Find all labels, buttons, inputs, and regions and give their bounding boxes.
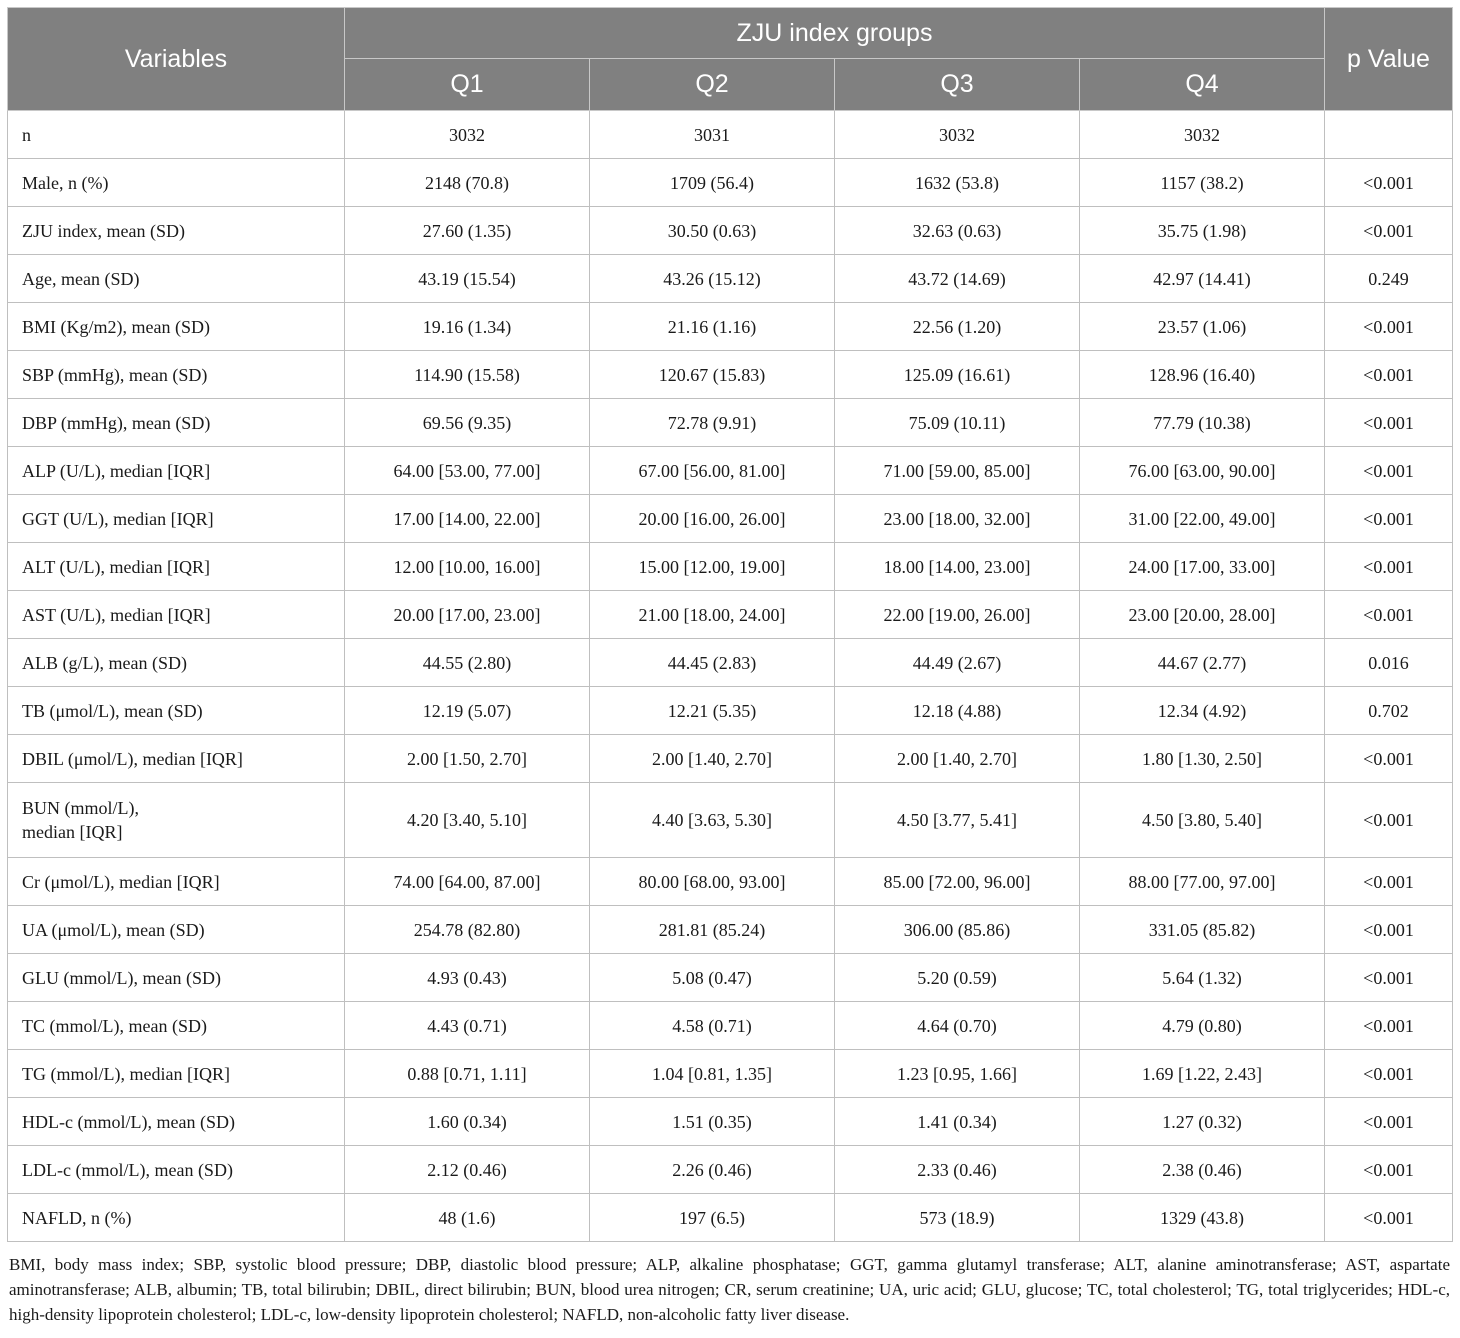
cell-q1: 254.78 (82.80) bbox=[345, 906, 590, 954]
table-body bbox=[8, 111, 1453, 1242]
cell-q4: 31.00 [22.00, 49.00] bbox=[1080, 495, 1325, 543]
cell-p-value bbox=[1325, 111, 1453, 159]
cell-q3: 44.49 (2.67) bbox=[835, 639, 1080, 687]
cell-q1: 64.00 [53.00, 77.00] bbox=[345, 447, 590, 495]
cell-q4: 35.75 (1.98) bbox=[1080, 207, 1325, 255]
cell-q1: 114.90 (15.58) bbox=[345, 351, 590, 399]
cell-q1: 69.56 (9.35) bbox=[345, 399, 590, 447]
cell-q2: 281.81 (85.24) bbox=[590, 906, 835, 954]
row-label-text: ALT (U/L), median [IQR] bbox=[22, 556, 210, 577]
cell-p-value: <0.001 bbox=[1325, 207, 1453, 255]
row-label-text: n bbox=[22, 124, 31, 145]
cell-q4: 4.79 (0.80) bbox=[1080, 1002, 1325, 1050]
row-label bbox=[8, 447, 345, 495]
row-label-text: Age, mean (SD) bbox=[22, 268, 140, 289]
header-group-title: ZJU index groups bbox=[345, 8, 1325, 59]
cell-q2: 67.00 [56.00, 81.00] bbox=[590, 447, 835, 495]
cell-q1: 27.60 (1.35) bbox=[345, 207, 590, 255]
table-row bbox=[8, 303, 1453, 351]
row-label-text: DBP (mmHg), mean (SD) bbox=[22, 412, 211, 433]
row-label bbox=[8, 255, 345, 303]
header-q3: Q3 bbox=[835, 59, 1080, 111]
table-row bbox=[8, 591, 1453, 639]
row-label-text: HDL-c (mmol/L), mean (SD) bbox=[22, 1111, 235, 1132]
cell-q2: 2.26 (0.46) bbox=[590, 1146, 835, 1194]
table-row bbox=[8, 255, 1453, 303]
row-label-text: NAFLD, n (%) bbox=[22, 1207, 132, 1228]
cell-q3: 12.18 (4.88) bbox=[835, 687, 1080, 735]
row-label bbox=[8, 303, 345, 351]
table-row bbox=[8, 1098, 1453, 1146]
cell-p-value: <0.001 bbox=[1325, 783, 1453, 858]
row-label bbox=[8, 111, 345, 159]
cell-p-value: <0.001 bbox=[1325, 906, 1453, 954]
cell-q1: 3032 bbox=[345, 111, 590, 159]
table-row bbox=[8, 1002, 1453, 1050]
table-container bbox=[7, 7, 1452, 1327]
cell-q3: 85.00 [72.00, 96.00] bbox=[835, 858, 1080, 906]
cell-q3: 5.20 (0.59) bbox=[835, 954, 1080, 1002]
table-header bbox=[8, 8, 1453, 111]
cell-q4: 12.34 (4.92) bbox=[1080, 687, 1325, 735]
cell-q1: 0.88 [0.71, 1.11] bbox=[345, 1050, 590, 1098]
cell-q4: 1.27 (0.32) bbox=[1080, 1098, 1325, 1146]
cell-q2: 72.78 (9.91) bbox=[590, 399, 835, 447]
row-label bbox=[8, 1050, 345, 1098]
cell-q1: 12.00 [10.00, 16.00] bbox=[345, 543, 590, 591]
cell-q2: 20.00 [16.00, 26.00] bbox=[590, 495, 835, 543]
table-row bbox=[8, 159, 1453, 207]
cell-q1: 19.16 (1.34) bbox=[345, 303, 590, 351]
cell-q1: 12.19 (5.07) bbox=[345, 687, 590, 735]
cell-q3: 2.33 (0.46) bbox=[835, 1146, 1080, 1194]
cell-q1: 17.00 [14.00, 22.00] bbox=[345, 495, 590, 543]
cell-q3: 1.23 [0.95, 1.66] bbox=[835, 1050, 1080, 1098]
cell-p-value: <0.001 bbox=[1325, 1146, 1453, 1194]
row-label bbox=[8, 1002, 345, 1050]
header-p-value: p Value bbox=[1325, 8, 1453, 111]
cell-q1: 2148 (70.8) bbox=[345, 159, 590, 207]
cell-q1: 2.12 (0.46) bbox=[345, 1146, 590, 1194]
cell-q3: 18.00 [14.00, 23.00] bbox=[835, 543, 1080, 591]
cell-q4: 331.05 (85.82) bbox=[1080, 906, 1325, 954]
table-row bbox=[8, 543, 1453, 591]
cell-p-value: <0.001 bbox=[1325, 858, 1453, 906]
cell-q2: 5.08 (0.47) bbox=[590, 954, 835, 1002]
cell-q4: 42.97 (14.41) bbox=[1080, 255, 1325, 303]
row-label bbox=[8, 351, 345, 399]
table-footnote: BMI, body mass index; SBP, systolic blood pressure; DBP, diastolic blood pressure; ALP, alkaline phosphatase; GGT, gamma glutamyl transferase; ALT, alanine aminotransferase; AST, aspartate aminotransferase; ALB, albumin; TB, total bilirubin; DBIL, direct bilirubin; BUN, blood urea nitrogen; CR, serum creatinine; UA, uric acid; GLU, glucose; TC, total cholesterol; TG, total triglycerides; HDL-c, high-density lipoprotein cholesterol; LDL-c, low-density lipoprotein cholesterol; NAFLD, non-alcoholic fatty liver disease. bbox=[9, 1255, 1450, 1324]
row-label bbox=[8, 1098, 345, 1146]
cell-q4: 44.67 (2.77) bbox=[1080, 639, 1325, 687]
cell-q4: 1.80 [1.30, 2.50] bbox=[1080, 735, 1325, 783]
header-q2: Q2 bbox=[590, 59, 835, 111]
row-label bbox=[8, 858, 345, 906]
cell-q4: 128.96 (16.40) bbox=[1080, 351, 1325, 399]
row-label bbox=[8, 687, 345, 735]
row-label bbox=[8, 399, 345, 447]
row-label-text: ZJU index, mean (SD) bbox=[22, 220, 185, 241]
cell-q3: 4.64 (0.70) bbox=[835, 1002, 1080, 1050]
cell-p-value: <0.001 bbox=[1325, 1002, 1453, 1050]
table-row bbox=[8, 639, 1453, 687]
cell-q2: 4.40 [3.63, 5.30] bbox=[590, 783, 835, 858]
row-label-text: BMI (Kg/m2), mean (SD) bbox=[22, 316, 210, 337]
cell-q4: 1.69 [1.22, 2.43] bbox=[1080, 1050, 1325, 1098]
cell-q1: 4.93 (0.43) bbox=[345, 954, 590, 1002]
cell-p-value: <0.001 bbox=[1325, 351, 1453, 399]
row-label-text: LDL-c (mmol/L), mean (SD) bbox=[22, 1159, 233, 1180]
cell-p-value: <0.001 bbox=[1325, 159, 1453, 207]
row-label bbox=[8, 159, 345, 207]
row-label bbox=[8, 1194, 345, 1242]
cell-q3: 306.00 (85.86) bbox=[835, 906, 1080, 954]
row-label bbox=[8, 639, 345, 687]
cell-p-value: <0.001 bbox=[1325, 495, 1453, 543]
header-q4: Q4 bbox=[1080, 59, 1325, 111]
cell-q1: 1.60 (0.34) bbox=[345, 1098, 590, 1146]
cell-q2: 15.00 [12.00, 19.00] bbox=[590, 543, 835, 591]
row-label bbox=[8, 954, 345, 1002]
row-label bbox=[8, 495, 345, 543]
row-label bbox=[8, 906, 345, 954]
cell-q2: 80.00 [68.00, 93.00] bbox=[590, 858, 835, 906]
cell-q1: 4.43 (0.71) bbox=[345, 1002, 590, 1050]
baseline-characteristics-table bbox=[7, 7, 1453, 1242]
row-label-text: AST (U/L), median [IQR] bbox=[22, 604, 211, 625]
cell-q2: 21.00 [18.00, 24.00] bbox=[590, 591, 835, 639]
cell-q2: 12.21 (5.35) bbox=[590, 687, 835, 735]
cell-q3: 4.50 [3.77, 5.41] bbox=[835, 783, 1080, 858]
header-variables: Variables bbox=[8, 8, 345, 111]
cell-q1: 2.00 [1.50, 2.70] bbox=[345, 735, 590, 783]
cell-q2: 43.26 (15.12) bbox=[590, 255, 835, 303]
table-row bbox=[8, 111, 1453, 159]
table-row bbox=[8, 858, 1453, 906]
table-row bbox=[8, 207, 1453, 255]
cell-q2: 1.04 [0.81, 1.35] bbox=[590, 1050, 835, 1098]
row-label bbox=[8, 591, 345, 639]
cell-q1: 20.00 [17.00, 23.00] bbox=[345, 591, 590, 639]
cell-q2: 197 (6.5) bbox=[590, 1194, 835, 1242]
cell-q2: 4.58 (0.71) bbox=[590, 1002, 835, 1050]
row-label-text: ALB (g/L), mean (SD) bbox=[22, 652, 187, 673]
cell-p-value: <0.001 bbox=[1325, 591, 1453, 639]
cell-q3: 22.00 [19.00, 26.00] bbox=[835, 591, 1080, 639]
table-row bbox=[8, 495, 1453, 543]
cell-q2: 44.45 (2.83) bbox=[590, 639, 835, 687]
cell-q4: 3032 bbox=[1080, 111, 1325, 159]
cell-q4: 4.50 [3.80, 5.40] bbox=[1080, 783, 1325, 858]
row-label-text: Male, n (%) bbox=[22, 172, 109, 193]
cell-p-value: 0.249 bbox=[1325, 255, 1453, 303]
cell-q1: 43.19 (15.54) bbox=[345, 255, 590, 303]
cell-q2: 21.16 (1.16) bbox=[590, 303, 835, 351]
cell-q4: 88.00 [77.00, 97.00] bbox=[1080, 858, 1325, 906]
cell-q4: 23.00 [20.00, 28.00] bbox=[1080, 591, 1325, 639]
cell-q3: 1632 (53.8) bbox=[835, 159, 1080, 207]
cell-q2: 30.50 (0.63) bbox=[590, 207, 835, 255]
row-label bbox=[8, 207, 345, 255]
row-label-text: TB (μmol/L), mean (SD) bbox=[22, 700, 203, 721]
cell-q3: 2.00 [1.40, 2.70] bbox=[835, 735, 1080, 783]
cell-q1: 74.00 [64.00, 87.00] bbox=[345, 858, 590, 906]
cell-q2: 1709 (56.4) bbox=[590, 159, 835, 207]
cell-q4: 23.57 (1.06) bbox=[1080, 303, 1325, 351]
cell-q4: 1157 (38.2) bbox=[1080, 159, 1325, 207]
cell-q4: 1329 (43.8) bbox=[1080, 1194, 1325, 1242]
table-row bbox=[8, 447, 1453, 495]
cell-q3: 1.41 (0.34) bbox=[835, 1098, 1080, 1146]
row-label bbox=[8, 543, 345, 591]
row-label-text: TG (mmol/L), median [IQR] bbox=[22, 1063, 230, 1084]
table-row bbox=[8, 1050, 1453, 1098]
cell-p-value: <0.001 bbox=[1325, 1050, 1453, 1098]
table-row bbox=[8, 351, 1453, 399]
table-row bbox=[8, 906, 1453, 954]
cell-q3: 23.00 [18.00, 32.00] bbox=[835, 495, 1080, 543]
cell-p-value: 0.702 bbox=[1325, 687, 1453, 735]
cell-q2: 1.51 (0.35) bbox=[590, 1098, 835, 1146]
cell-q4: 76.00 [63.00, 90.00] bbox=[1080, 447, 1325, 495]
row-label-text: TC (mmol/L), mean (SD) bbox=[22, 1015, 207, 1036]
cell-q4: 2.38 (0.46) bbox=[1080, 1146, 1325, 1194]
table-row bbox=[8, 735, 1453, 783]
cell-q3: 22.56 (1.20) bbox=[835, 303, 1080, 351]
cell-p-value: <0.001 bbox=[1325, 1098, 1453, 1146]
table-row bbox=[8, 1194, 1453, 1242]
table-row bbox=[8, 687, 1453, 735]
cell-q3: 125.09 (16.61) bbox=[835, 351, 1080, 399]
cell-p-value: <0.001 bbox=[1325, 954, 1453, 1002]
cell-q3: 71.00 [59.00, 85.00] bbox=[835, 447, 1080, 495]
row-label-text: SBP (mmHg), mean (SD) bbox=[22, 364, 208, 385]
row-label-text: UA (μmol/L), mean (SD) bbox=[22, 919, 205, 940]
cell-q2: 3031 bbox=[590, 111, 835, 159]
row-label bbox=[8, 735, 345, 783]
cell-q2: 2.00 [1.40, 2.70] bbox=[590, 735, 835, 783]
cell-p-value: <0.001 bbox=[1325, 543, 1453, 591]
row-label-text: DBIL (μmol/L), median [IQR] bbox=[22, 748, 243, 769]
row-label-text: GGT (U/L), median [IQR] bbox=[22, 508, 214, 529]
cell-q1: 44.55 (2.80) bbox=[345, 639, 590, 687]
cell-q3: 573 (18.9) bbox=[835, 1194, 1080, 1242]
cell-p-value: <0.001 bbox=[1325, 735, 1453, 783]
cell-p-value: <0.001 bbox=[1325, 1194, 1453, 1242]
row-label-text: BUN (mmol/L), bbox=[22, 798, 139, 818]
cell-p-value: <0.001 bbox=[1325, 303, 1453, 351]
cell-q1: 4.20 [3.40, 5.10] bbox=[345, 783, 590, 858]
cell-q2: 120.67 (15.83) bbox=[590, 351, 835, 399]
row-label bbox=[8, 1146, 345, 1194]
cell-q3: 75.09 (10.11) bbox=[835, 399, 1080, 447]
row-label-text: GLU (mmol/L), mean (SD) bbox=[22, 967, 221, 988]
row-label-text: Cr (μmol/L), median [IQR] bbox=[22, 871, 220, 892]
cell-q3: 32.63 (0.63) bbox=[835, 207, 1080, 255]
cell-q4: 77.79 (10.38) bbox=[1080, 399, 1325, 447]
row-label-text: ALP (U/L), median [IQR] bbox=[22, 460, 211, 481]
cell-q1: 48 (1.6) bbox=[345, 1194, 590, 1242]
table-row bbox=[8, 1146, 1453, 1194]
cell-q4: 24.00 [17.00, 33.00] bbox=[1080, 543, 1325, 591]
cell-q4: 5.64 (1.32) bbox=[1080, 954, 1325, 1002]
row-label-text-line2: median [IQR] bbox=[22, 822, 123, 842]
cell-q3: 43.72 (14.69) bbox=[835, 255, 1080, 303]
cell-q3: 3032 bbox=[835, 111, 1080, 159]
row-label bbox=[8, 783, 345, 858]
table-row bbox=[8, 399, 1453, 447]
table-row bbox=[8, 954, 1453, 1002]
cell-p-value: <0.001 bbox=[1325, 447, 1453, 495]
cell-p-value: 0.016 bbox=[1325, 639, 1453, 687]
header-q1: Q1 bbox=[345, 59, 590, 111]
table-row bbox=[8, 783, 1453, 858]
cell-p-value: <0.001 bbox=[1325, 399, 1453, 447]
